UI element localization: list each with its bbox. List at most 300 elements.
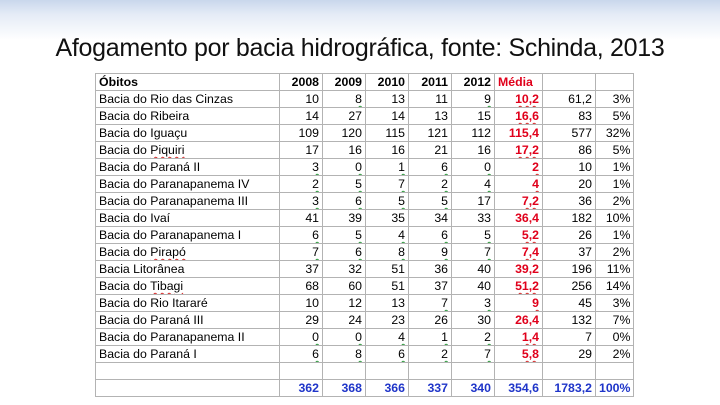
basin-name: Bacia do Paranapanema IV bbox=[99, 177, 250, 191]
basin-name: Bacia do Ivaí bbox=[99, 211, 171, 225]
blank-cell bbox=[495, 363, 543, 380]
basin-name: Bacia do Rio Itararé bbox=[99, 296, 208, 310]
year-value-text: 7 bbox=[398, 177, 405, 191]
year-value-text: 8 bbox=[355, 347, 362, 361]
slide-title: Afogamento por bacia hidrográfica, fonte: Schinda, 2013 bbox=[55, 34, 665, 62]
table-row bbox=[96, 142, 634, 159]
table-row bbox=[96, 159, 634, 176]
year-value-2012 bbox=[452, 108, 495, 125]
basin-name-cell bbox=[96, 210, 280, 227]
media-value-text: 9 bbox=[532, 296, 539, 310]
year-value-text: 6 bbox=[312, 347, 319, 361]
year-value-2009 bbox=[323, 210, 366, 227]
year-value-2011 bbox=[409, 312, 452, 329]
year-value-text: 16 bbox=[477, 143, 491, 157]
basin-name-cell bbox=[96, 193, 280, 210]
totals-name bbox=[96, 380, 280, 397]
year-value-2010 bbox=[366, 346, 409, 363]
year-value-text: 5 bbox=[355, 228, 362, 242]
total-value: 196 bbox=[543, 261, 596, 278]
year-value-2008 bbox=[280, 125, 323, 142]
media-value bbox=[495, 244, 543, 261]
total-value: 86 bbox=[543, 142, 596, 159]
media-value-text: 39,2 bbox=[515, 262, 539, 276]
year-value-2008 bbox=[280, 227, 323, 244]
percent-value: 7% bbox=[596, 312, 634, 329]
year-value-text: 41 bbox=[305, 211, 319, 225]
year-value-2010 bbox=[366, 295, 409, 312]
year-value-2011 bbox=[409, 261, 452, 278]
year-value-2011 bbox=[409, 244, 452, 261]
header-2011: 2011 bbox=[409, 74, 452, 91]
year-value-text: 6 bbox=[312, 228, 319, 242]
basin-name-cell bbox=[96, 261, 280, 278]
year-value-text: 0 bbox=[355, 330, 362, 344]
year-value-text: 29 bbox=[305, 313, 319, 327]
blank-cell bbox=[543, 363, 596, 380]
year-value-2012 bbox=[452, 312, 495, 329]
year-value-text: 10 bbox=[305, 296, 319, 310]
year-value-text: 5 bbox=[398, 194, 405, 208]
media-value-text: 17,2 bbox=[515, 143, 539, 157]
table-row bbox=[96, 176, 634, 193]
blank-cell bbox=[280, 363, 323, 380]
year-value-2009 bbox=[323, 346, 366, 363]
year-value-text: 2 bbox=[484, 330, 491, 344]
table-body bbox=[96, 74, 634, 397]
totals-pct: 100% bbox=[596, 380, 634, 397]
media-value bbox=[495, 278, 543, 295]
blank-cell bbox=[409, 363, 452, 380]
year-value-text: 40 bbox=[477, 279, 491, 293]
media-value bbox=[495, 346, 543, 363]
year-value-2008 bbox=[280, 244, 323, 261]
year-value-2010 bbox=[366, 91, 409, 108]
table-row bbox=[96, 312, 634, 329]
header-total bbox=[543, 74, 596, 91]
percent-value: 5% bbox=[596, 108, 634, 125]
basin-name: Bacia do Iguaçu bbox=[99, 126, 188, 140]
year-value-text: 13 bbox=[391, 296, 405, 310]
year-value-text: 13 bbox=[434, 109, 448, 123]
header-obitos: Óbitos bbox=[96, 74, 280, 91]
year-value-2010 bbox=[366, 176, 409, 193]
media-value-text: 2 bbox=[532, 160, 539, 174]
year-value-text: 121 bbox=[427, 126, 448, 140]
totals-y2008: 362 bbox=[280, 380, 323, 397]
blank-cell bbox=[596, 363, 634, 380]
media-value bbox=[495, 210, 543, 227]
year-value-text: 6 bbox=[441, 160, 448, 174]
year-value-text: 35 bbox=[391, 211, 405, 225]
basin-name-cell bbox=[96, 159, 280, 176]
year-value-text: 1 bbox=[398, 160, 405, 174]
header-2012: 2012 bbox=[452, 74, 495, 91]
year-value-2009 bbox=[323, 176, 366, 193]
year-value-2008 bbox=[280, 108, 323, 125]
totals-y2010: 366 bbox=[366, 380, 409, 397]
year-value-text: 8 bbox=[355, 92, 362, 106]
year-value-text: 115 bbox=[385, 126, 405, 140]
year-value-2008 bbox=[280, 159, 323, 176]
totals-row bbox=[96, 380, 634, 397]
year-value-2012 bbox=[452, 261, 495, 278]
year-value-2011 bbox=[409, 329, 452, 346]
percent-value: 5% bbox=[596, 142, 634, 159]
media-value bbox=[495, 329, 543, 346]
year-value-2008 bbox=[280, 210, 323, 227]
year-value-2012 bbox=[452, 244, 495, 261]
year-value-text: 0 bbox=[355, 160, 362, 174]
media-value-text: 10,2 bbox=[515, 92, 539, 106]
media-value bbox=[495, 91, 543, 108]
basin-name-cell bbox=[96, 278, 280, 295]
media-value-text: 36,4 bbox=[515, 211, 539, 225]
year-value-text: 17 bbox=[477, 194, 491, 208]
year-value-2010 bbox=[366, 159, 409, 176]
basin-name: Bacia do Paranapanema III bbox=[99, 194, 249, 208]
year-value-text: 5 bbox=[441, 194, 448, 208]
year-value-2010 bbox=[366, 108, 409, 125]
media-value bbox=[495, 176, 543, 193]
year-value-text: 68 bbox=[305, 279, 319, 293]
year-value-text: 23 bbox=[391, 313, 405, 327]
year-value-2010 bbox=[366, 261, 409, 278]
totals-y2011: 337 bbox=[409, 380, 452, 397]
totals-total: 1783,2 bbox=[543, 380, 596, 397]
year-value-2010 bbox=[366, 125, 409, 142]
year-value-2012 bbox=[452, 176, 495, 193]
total-value: 36 bbox=[543, 193, 596, 210]
drowning-data-table bbox=[95, 73, 634, 397]
year-value-text: 17 bbox=[305, 143, 319, 157]
year-value-2010 bbox=[366, 329, 409, 346]
year-value-2011 bbox=[409, 176, 452, 193]
year-value-2011 bbox=[409, 91, 452, 108]
year-value-text: 109 bbox=[298, 126, 319, 140]
percent-value: 32% bbox=[596, 125, 634, 142]
header-percent bbox=[596, 74, 634, 91]
year-value-text: 16 bbox=[391, 143, 405, 157]
basin-name-cell bbox=[96, 346, 280, 363]
year-value-2011 bbox=[409, 108, 452, 125]
year-value-2012 bbox=[452, 278, 495, 295]
media-value bbox=[495, 227, 543, 244]
year-value-2012 bbox=[452, 210, 495, 227]
year-value-2012 bbox=[452, 346, 495, 363]
percent-value: 2% bbox=[596, 244, 634, 261]
year-value-text: 0 bbox=[312, 330, 319, 344]
year-value-text: 6 bbox=[355, 245, 362, 259]
basin-name: Bacia do Pirapó bbox=[99, 245, 186, 259]
percent-value: 3% bbox=[596, 295, 634, 312]
basin-name-cell bbox=[96, 312, 280, 329]
year-value-text: 12 bbox=[348, 296, 362, 310]
year-value-2012 bbox=[452, 142, 495, 159]
year-value-2009 bbox=[323, 142, 366, 159]
basin-name-cell bbox=[96, 295, 280, 312]
total-value: 37 bbox=[543, 244, 596, 261]
year-value-text: 30 bbox=[477, 313, 491, 327]
year-value-2009 bbox=[323, 244, 366, 261]
year-value-text: 51 bbox=[391, 262, 405, 276]
year-value-2008 bbox=[280, 295, 323, 312]
basin-name-cell bbox=[96, 329, 280, 346]
table-row bbox=[96, 346, 634, 363]
percent-value: 2% bbox=[596, 193, 634, 210]
year-value-text: 11 bbox=[435, 92, 448, 106]
percent-value: 3% bbox=[596, 91, 634, 108]
year-value-2011 bbox=[409, 193, 452, 210]
table-row bbox=[96, 91, 634, 108]
year-value-2011 bbox=[409, 346, 452, 363]
media-value-text: 5,8 bbox=[521, 347, 539, 361]
total-value: 577 bbox=[543, 125, 596, 142]
year-value-2009 bbox=[323, 91, 366, 108]
year-value-2010 bbox=[366, 278, 409, 295]
media-value bbox=[495, 159, 543, 176]
year-value-2009 bbox=[323, 227, 366, 244]
percent-value: 1% bbox=[596, 159, 634, 176]
blank-cell bbox=[452, 363, 495, 380]
year-value-text: 8 bbox=[398, 245, 405, 259]
year-value-text: 51 bbox=[391, 279, 405, 293]
year-value-2008 bbox=[280, 278, 323, 295]
table-row bbox=[96, 329, 634, 346]
year-value-text: 36 bbox=[434, 262, 448, 276]
year-value-2012 bbox=[452, 125, 495, 142]
media-value-text: 7,2 bbox=[521, 194, 539, 208]
media-value bbox=[495, 142, 543, 159]
year-value-text: 37 bbox=[305, 262, 319, 276]
year-value-2012 bbox=[452, 295, 495, 312]
media-value-text: 1,4 bbox=[521, 330, 539, 344]
media-value bbox=[495, 125, 543, 142]
blank-cell bbox=[366, 363, 409, 380]
total-value: 7 bbox=[543, 329, 596, 346]
year-value-text: 60 bbox=[348, 279, 362, 293]
table-row bbox=[96, 210, 634, 227]
year-value-text: 3 bbox=[312, 194, 319, 208]
media-value-text: 4 bbox=[532, 177, 539, 191]
year-value-text: 14 bbox=[305, 109, 319, 123]
year-value-2008 bbox=[280, 346, 323, 363]
total-value: 10 bbox=[543, 159, 596, 176]
basin-name-cell bbox=[96, 125, 280, 142]
total-value: 29 bbox=[543, 346, 596, 363]
year-value-2009 bbox=[323, 295, 366, 312]
year-value-text: 2 bbox=[312, 177, 319, 191]
year-value-2011 bbox=[409, 142, 452, 159]
totals-y2012: 340 bbox=[452, 380, 495, 397]
year-value-2009 bbox=[323, 261, 366, 278]
media-value bbox=[495, 193, 543, 210]
total-value: 61,2 bbox=[543, 91, 596, 108]
basin-name: Bacia do Tibagi bbox=[99, 279, 184, 293]
year-value-text: 14 bbox=[391, 109, 405, 123]
year-value-text: 24 bbox=[348, 313, 362, 327]
total-value: 26 bbox=[543, 227, 596, 244]
total-value: 132 bbox=[543, 312, 596, 329]
basin-name: Bacia do Paraná II bbox=[99, 160, 201, 174]
media-value bbox=[495, 312, 543, 329]
year-value-text: 7 bbox=[484, 347, 491, 361]
year-value-text: 2 bbox=[441, 347, 448, 361]
year-value-2012 bbox=[452, 329, 495, 346]
header-2009: 2009 bbox=[323, 74, 366, 91]
year-value-2009 bbox=[323, 329, 366, 346]
basin-name: Bacia Litorânea bbox=[99, 262, 185, 276]
year-value-text: 5 bbox=[484, 228, 491, 242]
year-value-text: 34 bbox=[434, 211, 448, 225]
media-value bbox=[495, 108, 543, 125]
year-value-text: 9 bbox=[484, 92, 491, 106]
year-value-text: 6 bbox=[355, 194, 362, 208]
year-value-text: 1 bbox=[441, 330, 448, 344]
year-value-text: 5 bbox=[355, 177, 362, 191]
year-value-text: 16 bbox=[348, 143, 362, 157]
percent-value: 14% bbox=[596, 278, 634, 295]
basin-name: Bacia do Ribeira bbox=[99, 109, 190, 123]
header-2008: 2008 bbox=[280, 74, 323, 91]
year-value-text: 2 bbox=[441, 177, 448, 191]
basin-name-cell bbox=[96, 244, 280, 261]
year-value-2008 bbox=[280, 312, 323, 329]
year-value-text: 13 bbox=[391, 92, 405, 106]
year-value-text: 32 bbox=[348, 262, 362, 276]
year-value-text: 10 bbox=[305, 92, 319, 106]
year-value-2011 bbox=[409, 227, 452, 244]
media-value-text: 5,2 bbox=[521, 228, 539, 242]
year-value-text: 3 bbox=[312, 160, 319, 174]
table-row bbox=[96, 227, 634, 244]
percent-value: 2% bbox=[596, 346, 634, 363]
year-value-2008 bbox=[280, 261, 323, 278]
year-value-text: 7 bbox=[484, 245, 491, 259]
year-value-2010 bbox=[366, 227, 409, 244]
year-value-text: 9 bbox=[441, 245, 448, 259]
totals-media: 354,6 bbox=[495, 380, 543, 397]
percent-value: 1% bbox=[596, 176, 634, 193]
year-value-text: 112 bbox=[471, 126, 491, 140]
year-value-2010 bbox=[366, 142, 409, 159]
year-value-2012 bbox=[452, 91, 495, 108]
year-value-text: 40 bbox=[477, 262, 491, 276]
year-value-2011 bbox=[409, 295, 452, 312]
year-value-2009 bbox=[323, 159, 366, 176]
basin-name-cell bbox=[96, 176, 280, 193]
year-value-2008 bbox=[280, 176, 323, 193]
year-value-text: 7 bbox=[441, 296, 448, 310]
basin-name-cell bbox=[96, 108, 280, 125]
header-media: Média bbox=[495, 74, 543, 91]
blank-cell bbox=[323, 363, 366, 380]
year-value-text: 7 bbox=[312, 245, 319, 259]
table-row bbox=[96, 125, 634, 142]
year-value-2009 bbox=[323, 108, 366, 125]
year-value-2010 bbox=[366, 193, 409, 210]
table-row bbox=[96, 278, 634, 295]
total-value: 83 bbox=[543, 108, 596, 125]
year-value-text: 4 bbox=[398, 228, 405, 242]
media-value-text: 16,6 bbox=[515, 109, 539, 123]
year-value-text: 15 bbox=[477, 109, 491, 123]
basin-name: Bacia do Piquiri bbox=[99, 143, 185, 157]
percent-value: 0% bbox=[596, 329, 634, 346]
table-row bbox=[96, 295, 634, 312]
year-value-2008 bbox=[280, 193, 323, 210]
total-value: 20 bbox=[543, 176, 596, 193]
basin-name: Bacia do Paraná I bbox=[99, 347, 197, 361]
blank-row bbox=[96, 363, 634, 380]
year-value-2008 bbox=[280, 91, 323, 108]
year-value-2009 bbox=[323, 312, 366, 329]
header-row bbox=[96, 74, 634, 91]
year-value-2011 bbox=[409, 125, 452, 142]
percent-value: 11% bbox=[596, 261, 634, 278]
year-value-2010 bbox=[366, 244, 409, 261]
year-value-2010 bbox=[366, 210, 409, 227]
year-value-text: 4 bbox=[484, 177, 491, 191]
table-row bbox=[96, 193, 634, 210]
year-value-2008 bbox=[280, 329, 323, 346]
total-value: 45 bbox=[543, 295, 596, 312]
year-value-text: 27 bbox=[348, 109, 362, 123]
year-value-2012 bbox=[452, 159, 495, 176]
year-value-2009 bbox=[323, 125, 366, 142]
basin-name-cell bbox=[96, 91, 280, 108]
totals-y2009: 368 bbox=[323, 380, 366, 397]
year-value-text: 120 bbox=[341, 126, 362, 140]
total-value: 182 bbox=[543, 210, 596, 227]
year-value-2010 bbox=[366, 312, 409, 329]
year-value-2012 bbox=[452, 193, 495, 210]
media-value-text: 7,4 bbox=[521, 245, 539, 259]
table-row bbox=[96, 261, 634, 278]
basin-name: Bacia do Paranapanema I bbox=[99, 228, 242, 242]
year-value-text: 4 bbox=[398, 330, 405, 344]
year-value-2009 bbox=[323, 193, 366, 210]
basin-name-cell bbox=[96, 227, 280, 244]
basin-name: Bacia do Rio das Cinzas bbox=[99, 92, 233, 106]
year-value-2011 bbox=[409, 210, 452, 227]
year-value-text: 26 bbox=[434, 313, 448, 327]
year-value-text: 37 bbox=[434, 279, 448, 293]
media-value-text: 26,4 bbox=[515, 313, 539, 327]
header-2010: 2010 bbox=[366, 74, 409, 91]
year-value-2011 bbox=[409, 159, 452, 176]
media-value-text: 51,2 bbox=[515, 279, 539, 293]
year-value-text: 3 bbox=[484, 296, 491, 310]
year-value-2011 bbox=[409, 278, 452, 295]
table-row bbox=[96, 244, 634, 261]
year-value-2012 bbox=[452, 227, 495, 244]
media-value bbox=[495, 295, 543, 312]
year-value-text: 0 bbox=[484, 160, 491, 174]
basin-name-cell bbox=[96, 142, 280, 159]
media-value-text: 115,4 bbox=[508, 126, 539, 140]
year-value-text: 6 bbox=[398, 347, 405, 361]
year-value-2008 bbox=[280, 142, 323, 159]
year-value-text: 39 bbox=[348, 211, 362, 225]
percent-value: 10% bbox=[596, 210, 634, 227]
blank-cell bbox=[96, 363, 280, 380]
percent-value: 1% bbox=[596, 227, 634, 244]
year-value-text: 6 bbox=[441, 228, 448, 242]
year-value-text: 21 bbox=[434, 143, 448, 157]
total-value: 256 bbox=[543, 278, 596, 295]
media-value bbox=[495, 261, 543, 278]
